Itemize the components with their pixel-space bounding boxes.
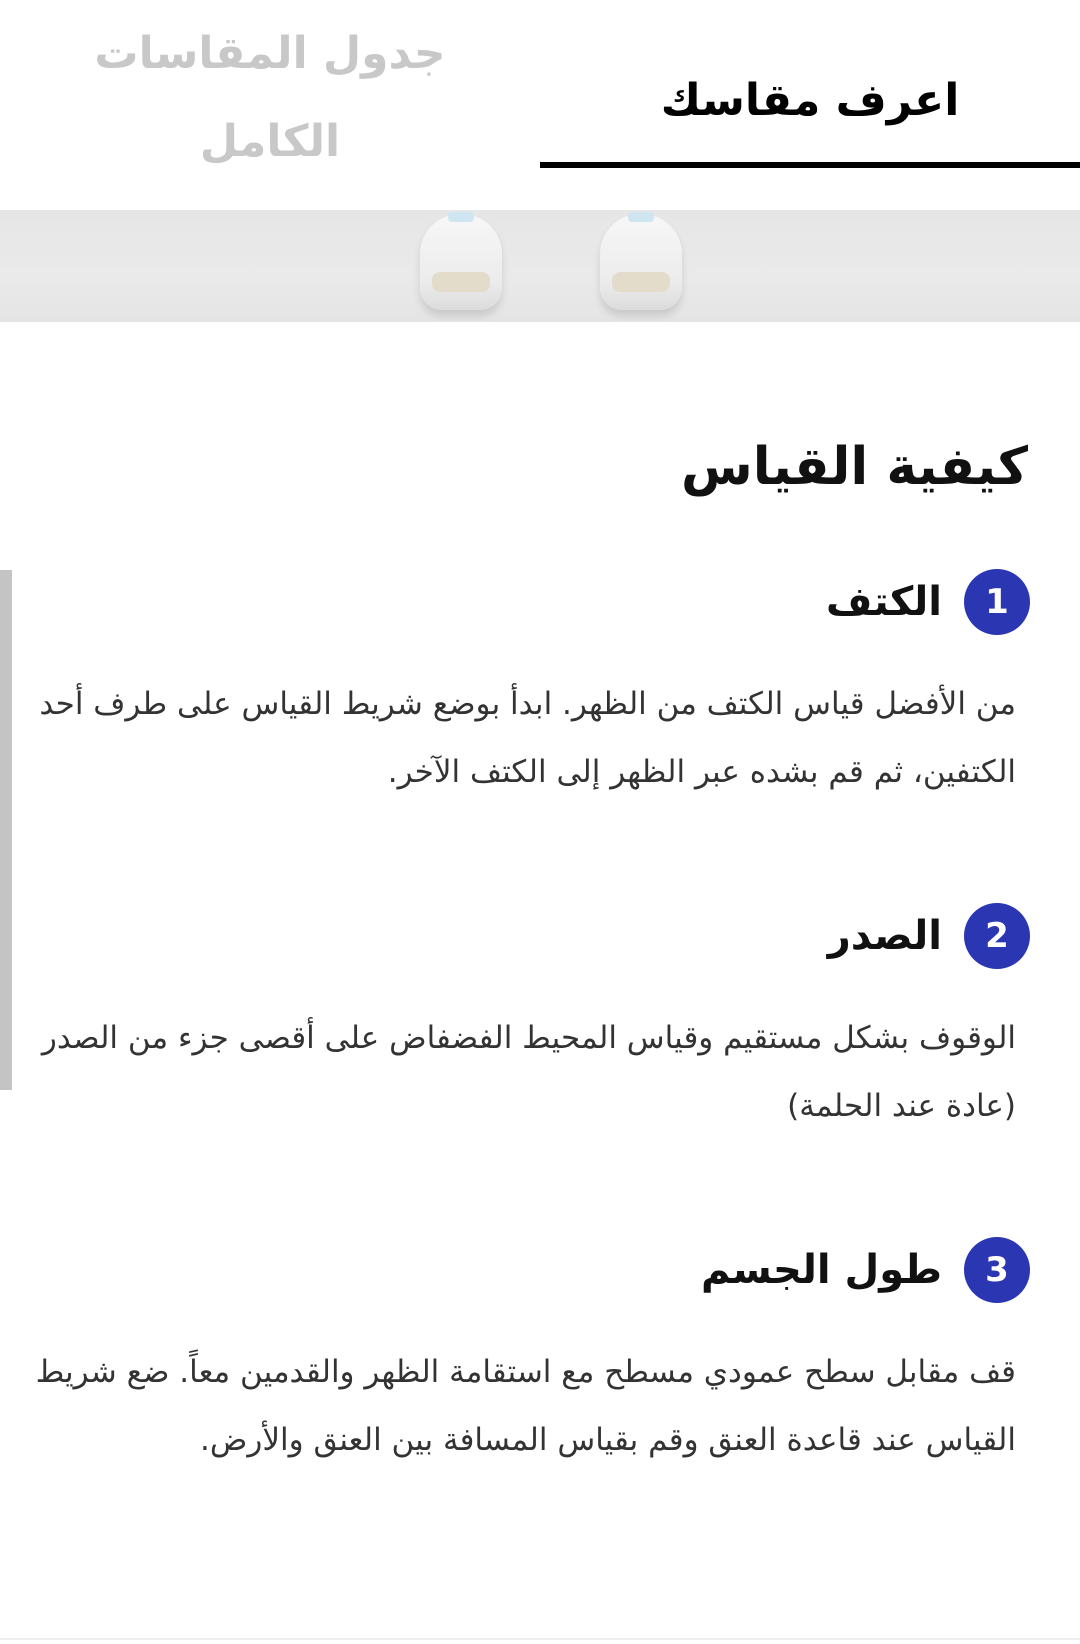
step-description: الوقوف بشكل مستقيم وقياس المحيط الفضفاض على أقصى جزء من الصدر (عادة عند الحلمة) <box>41 1020 1016 1124</box>
step-description: قف مقابل سطح عمودي مسطح مع استقامة الظهر والقدمين معاً. ضع شريط القياس عند قاعدة العنق وقم بقياس المسافة بين العنق والأرض. <box>35 1354 1016 1458</box>
tab-know-your-size[interactable] <box>540 0 1080 210</box>
tab-know-your-size-label: اعرف مقاسك <box>660 75 960 126</box>
how-to-measure-section <box>0 322 1080 1644</box>
step-number-badge: 1 <box>964 569 1030 635</box>
measure-step-chest <box>24 896 1030 1140</box>
shoe-image-right <box>600 214 682 310</box>
tab-full-size-chart-label: جدول المقاسات الكامل <box>94 28 446 167</box>
step-title: طول الجسم <box>700 1247 942 1293</box>
step-header <box>24 896 1030 976</box>
measure-step-shoulder <box>24 562 1030 806</box>
step-title: الكتف <box>826 579 942 625</box>
model-photo <box>0 210 1080 322</box>
step-header <box>24 1230 1030 1310</box>
step-description: من الأفضل قياس الكتف من الظهر. ابدأ بوضع شريط القياس على طرف أحد الكتفين، ثم قم بشده عبر الظهر إلى الكتف الآخر. <box>39 686 1016 790</box>
step-header <box>24 562 1030 642</box>
measure-step-body-length <box>24 1230 1030 1474</box>
step-title: الصدر <box>827 913 942 959</box>
divider <box>0 1638 1080 1640</box>
size-guide-tabs <box>0 0 1080 210</box>
how-to-measure-title: كيفية القياس <box>680 437 1028 497</box>
tab-full-size-chart[interactable] <box>0 0 540 210</box>
shoe-image-left <box>420 214 502 310</box>
step-number-badge: 2 <box>964 903 1030 969</box>
step-number-badge: 3 <box>964 1237 1030 1303</box>
